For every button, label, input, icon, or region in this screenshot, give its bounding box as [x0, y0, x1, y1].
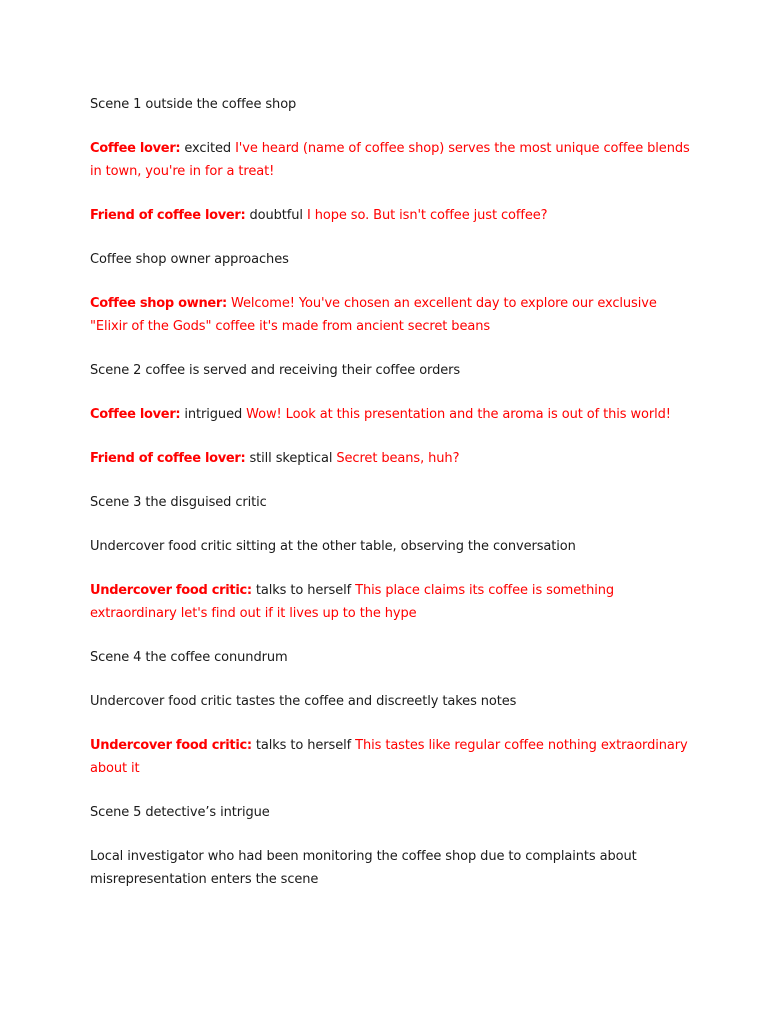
scene-4-heading: Scene 4 the coffee conundrum — [90, 650, 288, 665]
script-page — [90, 93, 690, 912]
dialogue-text: This place claims its coffee is something extraordinary let's find out if it lives up to the hype — [90, 583, 615, 621]
stage-direction: excited — [180, 141, 236, 156]
speaker-name: Friend of coffee lover: — [90, 451, 246, 466]
line-coffee-lover-2 — [90, 403, 690, 426]
scene-1-heading: Scene 1 outside the coffee shop — [90, 97, 297, 112]
dialogue-text: Wow! Look at this presentation and the aroma is out of this world! — [246, 407, 671, 422]
dialogue-text: Welcome! You've chosen an excellent day to explore our exclusive "Elixir of the Gods" coffee it's made from ancient secret beans — [90, 296, 657, 334]
speaker-name: Coffee lover: — [90, 141, 181, 156]
speaker-name: Undercover food critic: — [90, 738, 252, 753]
line-critic-1 — [90, 579, 690, 625]
speaker-name: Undercover food critic: — [90, 583, 252, 598]
scene-5-heading: Scene 5 detective’s intrigue — [90, 805, 270, 820]
stage-note-investigator-enters: Local investigator who had been monitoring the coffee shop due to complaints about misrepresentation enters the scene — [90, 849, 637, 887]
dialogue-text: I've heard (name of coffee shop) serves the most unique coffee blends in town, you're in for a treat! — [90, 141, 690, 179]
scene-3-heading: Scene 3 the disguised critic — [90, 495, 267, 510]
speaker-name: Coffee lover: — [90, 407, 181, 422]
line-friend-1 — [90, 204, 690, 227]
dialogue-text: I hope so. But isn't coffee just coffee? — [306, 208, 548, 223]
line-critic-2 — [90, 734, 690, 780]
speaker-name: Coffee shop owner: — [90, 296, 227, 311]
line-owner-1 — [90, 292, 690, 338]
stage-direction: talks to herself — [251, 738, 356, 753]
stage-direction: intrigued — [180, 407, 247, 422]
line-friend-2 — [90, 447, 690, 470]
stage-note-critic-tastes: Undercover food critic tastes the coffee and discreetly takes notes — [90, 694, 517, 709]
speaker-name: Friend of coffee lover: — [90, 208, 246, 223]
scene-2-heading: Scene 2 coffee is served and receiving their coffee orders — [90, 363, 461, 378]
dialogue-text: Secret beans, huh? — [336, 451, 460, 466]
stage-direction: doubtful — [245, 208, 307, 223]
line-coffee-lover-1 — [90, 137, 690, 183]
stage-direction: still skeptical — [245, 451, 337, 466]
dialogue-text: This tastes like regular coffee nothing extraordinary about it — [90, 738, 688, 776]
stage-note-critic-sitting: Undercover food critic sitting at the other table, observing the conversation — [90, 539, 576, 554]
stage-direction: talks to herself — [251, 583, 356, 598]
stage-note-owner-approaches: Coffee shop owner approaches — [90, 252, 289, 267]
